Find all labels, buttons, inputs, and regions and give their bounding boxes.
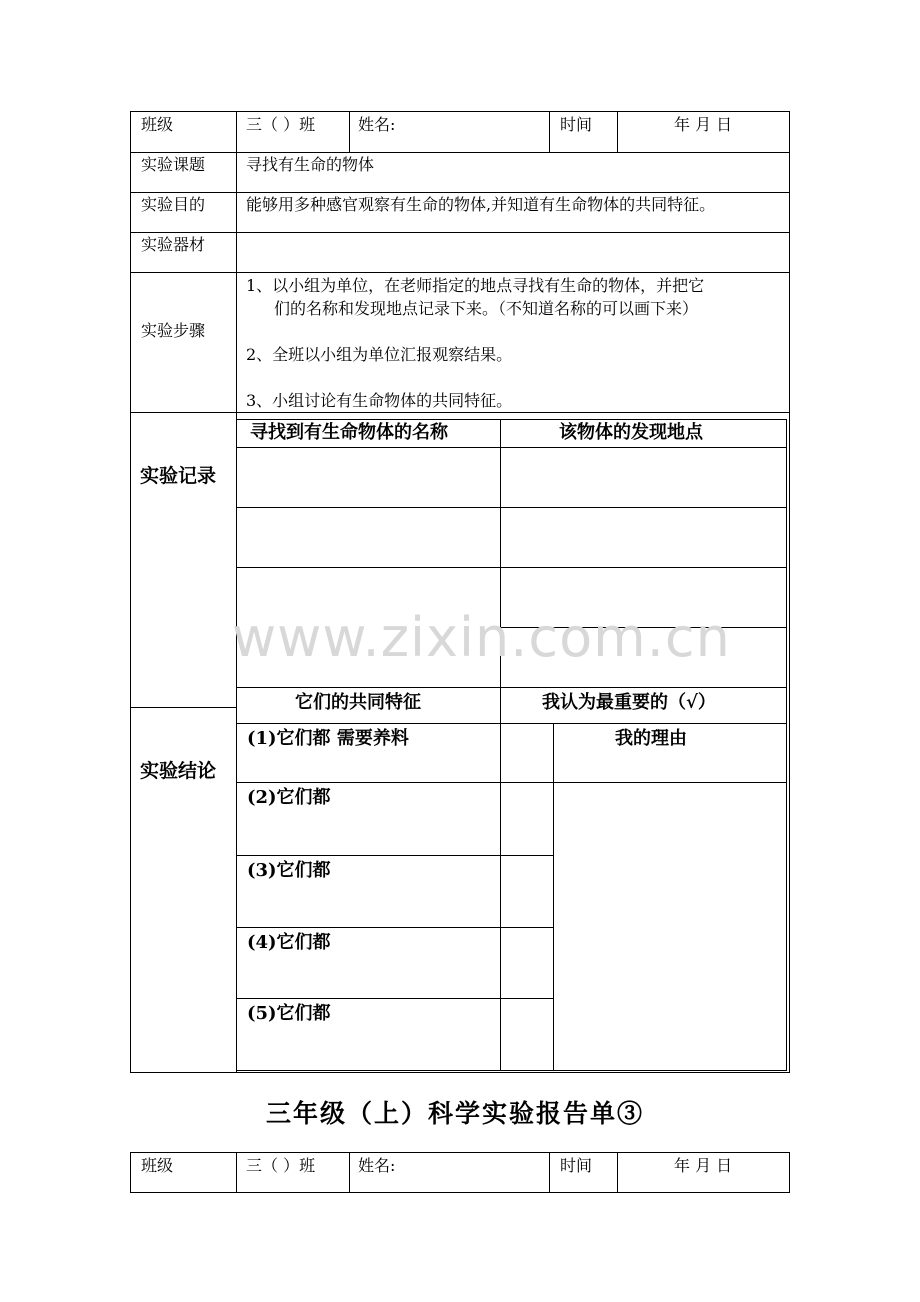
topic-label: 实验课题 [141, 155, 206, 174]
grid-line [130, 272, 790, 273]
grid-line [236, 111, 237, 1073]
class-label: 班级 [141, 115, 174, 134]
equipment-label: 实验器材 [141, 235, 206, 254]
grid-line [130, 1152, 131, 1193]
report-form-2 [0, 1140, 920, 1200]
grid-line [236, 447, 787, 448]
name-field[interactable]: 姓名: [358, 1156, 396, 1175]
topic-value: 寻找有生命的物体 [246, 155, 375, 174]
grid-line [130, 707, 237, 708]
purpose-value: 能够用多种感官观察有生命的物体,并知道有生命物体的共同特征。 [246, 195, 716, 214]
grid-line [553, 723, 554, 1071]
step-line: 2、全班以小组为单位汇报观察结果。 [246, 345, 513, 364]
conclusion-label: 实验结论 [140, 760, 217, 782]
section-title: 三年级（上）科学实验报告单③ [266, 1099, 645, 1128]
important-header: 我认为最重要的（√） [542, 692, 716, 713]
grid-line [130, 1152, 790, 1153]
feature-item: (2)它们都 [247, 787, 331, 808]
grid-line [549, 1152, 550, 1193]
feature-item: (5)它们都 [247, 1003, 331, 1024]
grid-line [130, 152, 790, 153]
watermark: www.zixin.com.cn [232, 606, 731, 669]
step-line: 1、以小组为单位，在老师指定的地点寻找有生命的物体，并把它 [246, 276, 705, 295]
features-header: 它们的共同特征 [295, 692, 421, 713]
time-label: 时间 [560, 1156, 593, 1175]
step-line: 们的名称和发现地点记录下来。（不知道名称的可以画下来） [274, 299, 699, 318]
grid-line [236, 567, 787, 568]
date-field[interactable]: 年 月 日 [674, 1156, 733, 1175]
grid-line [130, 111, 131, 1073]
grid-line [349, 111, 350, 152]
class-label: 班级 [141, 1156, 174, 1175]
grid-line [236, 723, 787, 724]
date-field[interactable]: 年 月 日 [674, 115, 733, 134]
steps-label: 实验步骤 [141, 321, 206, 340]
grid-line [500, 419, 501, 1071]
grid-line [549, 111, 550, 152]
grid-line [236, 687, 787, 688]
class-field[interactable]: 三（ ）班 [246, 1156, 316, 1175]
grid-line [130, 412, 790, 413]
grid-line [236, 419, 787, 420]
grid-line [130, 232, 790, 233]
feature-item: (4)它们都 [247, 932, 331, 953]
grid-line [130, 192, 790, 193]
record-label: 实验记录 [140, 465, 217, 487]
time-label: 时间 [560, 115, 593, 134]
grid-line [617, 111, 618, 152]
record-col-place: 该物体的发现地点 [559, 422, 703, 443]
grid-line [236, 1152, 237, 1193]
grid-line [789, 111, 790, 1073]
grid-line [236, 855, 553, 856]
feature-item: (1)它们都 需要养料 [247, 728, 409, 749]
grid-line [236, 998, 553, 999]
grid-line [236, 507, 787, 508]
feature-item: (3)它们都 [247, 860, 331, 881]
grid-line [130, 1072, 790, 1073]
record-col-name: 寻找到有生命物体的名称 [250, 422, 448, 443]
grid-line [617, 1152, 618, 1193]
purpose-label: 实验目的 [141, 195, 206, 214]
class-field[interactable]: 三（ ）班 [246, 115, 316, 134]
grid-line [236, 1070, 787, 1071]
name-field[interactable]: 姓名: [358, 115, 396, 134]
step-line: 3、小组讨论有生命物体的共同特征。 [246, 391, 513, 410]
grid-line [349, 1152, 350, 1193]
grid-line [236, 927, 553, 928]
grid-line [786, 419, 787, 1071]
grid-line [236, 782, 787, 783]
reason-header: 我的理由 [615, 728, 687, 749]
grid-line [130, 1192, 790, 1193]
grid-line [789, 1152, 790, 1193]
grid-line [130, 111, 790, 112]
